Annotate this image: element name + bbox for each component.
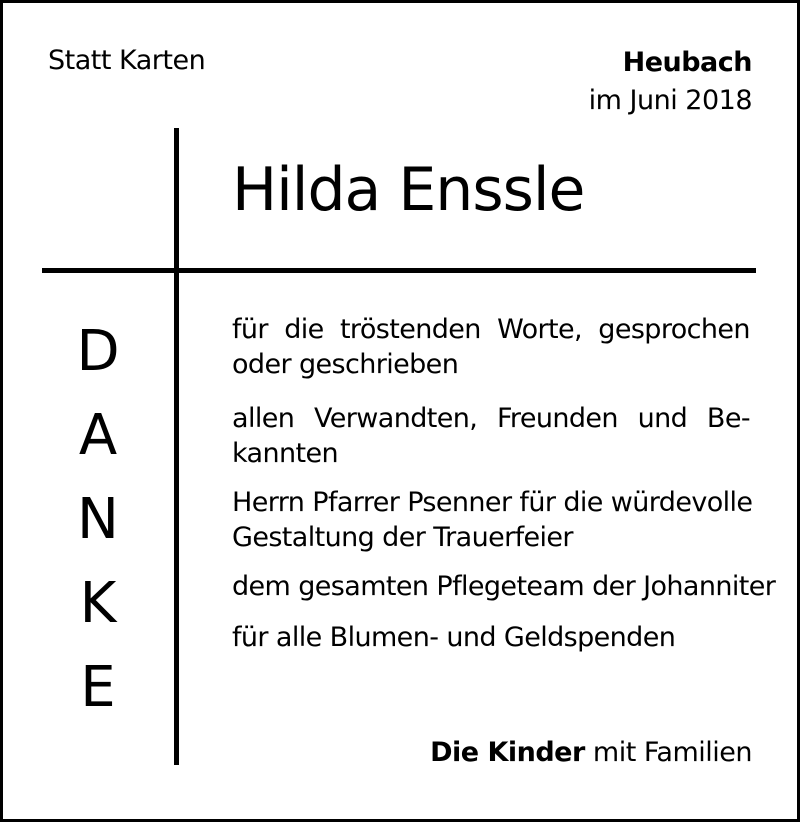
- danke-letter: D: [76, 319, 120, 384]
- signature: [430, 734, 752, 772]
- deceased-name: Hilda Enssle: [232, 155, 585, 225]
- cross-vertical-line: [174, 128, 179, 765]
- thanks-word: Freunden: [496, 403, 618, 434]
- thanks-item-line: Gestaltung der Trauerfeier: [232, 522, 573, 553]
- danke-letter: K: [79, 571, 117, 636]
- cross-horizontal-line: [42, 268, 756, 273]
- thanks-item: für alle Blumen- und Geldspenden: [232, 622, 676, 653]
- danke-letter: A: [78, 403, 118, 468]
- thanks-word: allen: [232, 403, 295, 434]
- thanks-list: [232, 312, 776, 674]
- thanks-word: tröstenden: [339, 314, 481, 345]
- thanks-word: Verwandten,: [313, 403, 478, 434]
- danke-letter: N: [77, 487, 119, 552]
- signature-bold: Die Kinder: [430, 737, 585, 768]
- thanks-item: [232, 485, 754, 555]
- thanks-word: und: [637, 403, 688, 434]
- thanks-word: gesprochen: [598, 314, 750, 345]
- thanks-word: für: [232, 314, 268, 345]
- thanks-word: Worte,: [497, 314, 582, 345]
- place-name: Heubach: [622, 47, 752, 78]
- thanks-item: [232, 312, 754, 382]
- thanks-item-line: [232, 401, 750, 436]
- place-date-block: [589, 44, 752, 120]
- thanks-item-line: kannten: [232, 438, 339, 469]
- danke-vertical-word: [60, 310, 136, 730]
- thanks-item-line: oder geschrieben: [232, 349, 459, 380]
- thanks-item-line: [232, 312, 750, 347]
- thanks-item: [232, 401, 754, 471]
- signature-rest: mit Familien: [592, 737, 752, 768]
- danke-letter: E: [80, 655, 116, 720]
- thanks-item: dem gesamten Pflegeteam der Johanniter: [232, 571, 776, 602]
- statt-karten-label: Statt Karten: [48, 45, 206, 76]
- thanks-word: die: [284, 314, 324, 345]
- notice-date: im Juni 2018: [588, 85, 752, 116]
- thanks-word: Be-: [706, 403, 750, 434]
- thanks-item-line: Herrn Pfarrer Psenner für die würdevolle: [232, 487, 753, 518]
